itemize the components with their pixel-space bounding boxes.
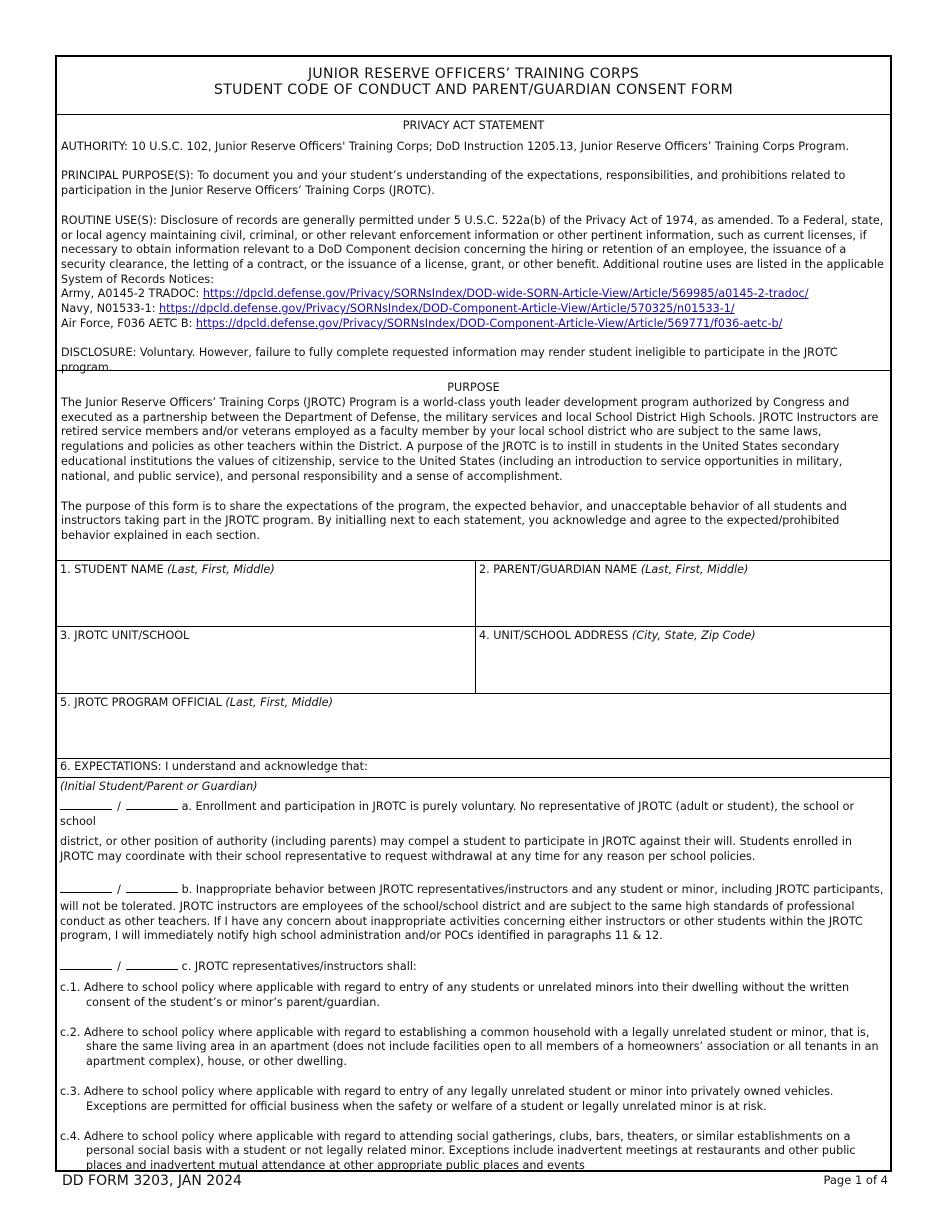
parent-initial-c[interactable]: [126, 958, 178, 970]
sorn-airforce-link[interactable]: https://dpcld.defense.gov/Privacy/SORNsIndex/DOD-Component-Article-View/Article/569771/f036-aetc-b/: [195, 316, 783, 330]
form-title-line2: STUDENT CODE OF CONDUCT AND PARENT/GUARDIAN CONSENT FORM: [214, 82, 733, 98]
sorn-navy-label: Navy, N01533-1:: [61, 302, 160, 316]
parent-guardian-name-hint: (Last, First, Middle): [640, 563, 749, 576]
privacy-principal-purpose: PRINCIPAL PURPOSE(S): To document you and your student’s understanding of the expectations, responsibilities, and prohibitions related to participation in the Junior Reserve Officers’ Training Corps (JROTC).: [61, 169, 846, 198]
student-initial-a[interactable]: [60, 798, 112, 810]
sorn-army-label: Army, A0145-2 TRADOC:: [61, 287, 203, 301]
program-official-hint: (Last, First, Middle): [225, 696, 333, 709]
sorn-airforce: [61, 317, 886, 332]
expectation-c1: c.1. Adhere to school policy where applicable with regard to entry of any students or unrelated minors into their dwelling without the written consent of the student’s or minor’s parent/guardian.: [60, 980, 850, 1009]
expectations-section: [57, 778, 890, 1176]
form-title: [57, 57, 890, 115]
program-official-label: 5. JROTC PROGRAM OFFICIAL: [60, 696, 226, 709]
expectation-c2: c.2. Adhere to school policy where applicable with regard to establishing a common household with a legally unrelated student or minor, that is, share the same living area in an apartment (does not include facilities open to all members of a homeowners’ association or all tenants in an apartment complex), house, or other dwelling.: [60, 1025, 879, 1069]
expectation-a-continued: district, or other position of authority (including parents) may compel a student to participate in JROTC against their will. Students enrolled in JROTC may coordinate with their school representative to request withdrawal at any time for any reason per school policies.: [60, 835, 852, 864]
page-number: Page 1 of 4: [823, 1173, 888, 1187]
privacy-disclosure: DISCLOSURE: Voluntary. However, failure to fully complete requested information may render student ineligible to participate in the JROTC program.: [61, 346, 838, 375]
initials-hint: (Initial Student/Parent or Guardian): [60, 780, 258, 793]
purpose-paragraph-1: The Junior Reserve Officers’ Training Corps (JROTC) Program is a world-class youth leader development program authorized by Congress and executed as a partnership between the Department of Defense, the military services and local School District High Schools. JROTC Instructors are retired service members and/or veterans employed as a faculty member by your local school district who are subject to the same laws, regulations and policies as other teachers within the District. A purpose of the JROTC is to instill in students in the United States secondary educational institutions the values of citizenship, service to the United States (including an introduction to service opportunities in military, national, and public service), and personal responsibility and a sense of accomplishment.: [61, 395, 879, 483]
consent-form: [55, 55, 892, 1172]
unit-school-address-label: 4. UNIT/SCHOOL ADDRESS: [479, 629, 632, 642]
initials-slash: /: [117, 799, 121, 813]
sorn-navy-link[interactable]: https://dpcld.defense.gov/Privacy/SORNsIndex/DOD-Component-Article-View/Article/570325/n01533-1/: [159, 302, 735, 316]
program-official-field[interactable]: [57, 694, 890, 758]
purpose-heading: PURPOSE: [447, 381, 500, 394]
expectation-a-text: a. Enrollment and participation in JROTC is purely voluntary. No representative of JROTC (adult or student), the school or school: [60, 799, 855, 828]
fields-row-1: [57, 561, 890, 627]
expectation-b-text: b. Inappropriate behavior between JROTC representatives/instructors and any student or minor, including JROTC participants,: [181, 882, 884, 896]
fields-row-2: [57, 627, 890, 694]
student-initial-b[interactable]: [60, 881, 112, 893]
expectation-a: [60, 798, 887, 830]
parent-guardian-name-label: 2. PARENT/GUARDIAN NAME: [479, 563, 641, 576]
expectations-heading: 6. EXPECTATIONS: I understand and acknowledge that:: [57, 759, 890, 778]
purpose-paragraph-2: The purpose of this form is to share the expectations of the program, the expected behavior, and unacceptable behavior of all students and instructors taking part in the JROTC program. By initialling next to each statement, you acknowledge and agree to the expected/prohibited behavior explained in each section.: [61, 499, 847, 543]
parent-initial-a[interactable]: [126, 798, 178, 810]
initials-slash: /: [117, 882, 121, 896]
privacy-authority: AUTHORITY: 10 U.S.C. 102, Junior Reserve Officers' Training Corps; DoD Instruction 1205.13, Junior Reserve Officers’ Training Corps Program.: [61, 139, 850, 153]
parent-initial-b[interactable]: [126, 881, 178, 893]
expectation-c: [60, 958, 887, 975]
privacy-act-section: [57, 115, 890, 375]
sorn-airforce-label: Air Force, F036 AETC B:: [61, 316, 196, 330]
unit-school-address-hint: (City, State, Zip Code): [631, 629, 756, 642]
initials-slash: /: [117, 960, 121, 974]
fields-row-3: [57, 694, 890, 759]
expectation-c4: c.4. Adhere to school policy where applicable with regard to attending social gatherings, clubs, bars, theaters, or similar establishments on a personal social basis with a student or not legally related minor. Exceptions include inadvertent meetings at restaurants and other public places and inadvertent mutual attendance at other appropriate public places and events: [60, 1129, 856, 1173]
expectation-c3: c.3. Adhere to school policy where applicable with regard to entry of any legally unrelated student or minor into privately owned vehicles. Exceptions are permitted for official business when the safety or welfare of a student or legally unrelated minor is at risk.: [60, 1084, 834, 1113]
privacy-routine-uses: ROUTINE USE(S): Disclosure of records are generally permitted under 5 U.S.C. 522a(b) of the Privacy Act of 1974, as amended. To a Federal, state, or local agency maintaining civil, criminal, or other relevant enforcement information or other pertinent information, such as current licenses, if necessary to obtain information relevant to a DoD Component decision concerning the hiring or retention of an employee, the issuance of a security clearance, the letting of a contract, or the issuance of a license, grant, or other benefit. Additional routine uses are listed in the applicable System of Records Notices:: [61, 213, 884, 286]
parent-guardian-name-field[interactable]: [476, 561, 890, 626]
purpose-section: [57, 371, 890, 561]
unit-school-address-field[interactable]: [476, 627, 890, 693]
student-name-hint: (Last, First, Middle): [167, 563, 275, 576]
student-name-label: 1. STUDENT NAME: [60, 563, 168, 576]
sorn-army: [61, 287, 886, 302]
expectation-c-text: c. JROTC representatives/instructors shall:: [181, 960, 417, 974]
jrotc-unit-school-field[interactable]: [57, 627, 476, 693]
expectation-b-continued: will not be tolerated. JROTC instructors are employees of the school/school district and are subject to the same high standards of professional conduct as other teachers. If I have any concern about inappropriate activities concerning either instructors or other students within the JROTC program, I will immediately notify high school administration and/or POCs identified in paragraphs 11 & 12.: [60, 899, 863, 943]
sorn-navy: [61, 302, 886, 317]
jrotc-unit-school-label: 3. JROTC UNIT/SCHOOL: [60, 629, 190, 642]
form-title-line1: JUNIOR RESERVE OFFICERS’ TRAINING CORPS: [307, 66, 640, 82]
student-name-field[interactable]: [57, 561, 476, 626]
privacy-heading: PRIVACY ACT STATEMENT: [402, 119, 545, 132]
expectation-b: [60, 881, 887, 898]
sorn-army-link[interactable]: https://dpcld.defense.gov/Privacy/SORNsIndex/DOD-wide-SORN-Article-View/Article/569985/a0145-2-tradoc/: [202, 287, 809, 301]
form-number: DD FORM 3203, JAN 2024: [62, 1173, 242, 1189]
student-initial-c[interactable]: [60, 958, 112, 970]
